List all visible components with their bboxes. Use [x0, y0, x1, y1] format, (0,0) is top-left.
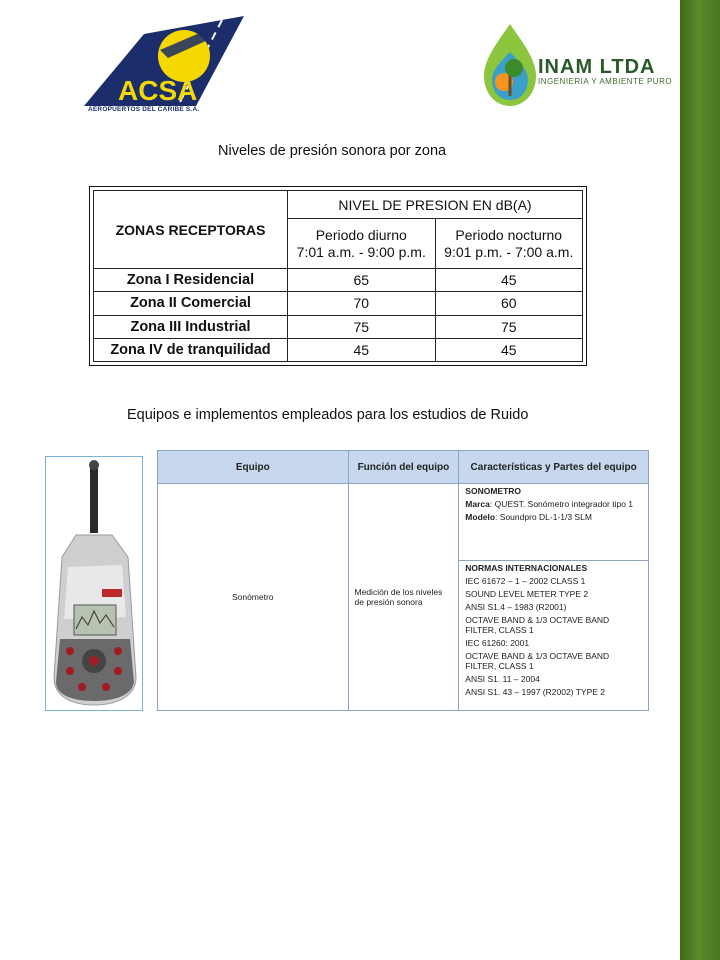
table-row [94, 338, 583, 361]
zone-name: Zona IV de tranquilidad [94, 338, 288, 361]
acsa-logo [84, 14, 248, 122]
noise-levels-caption: Niveles de presión sonora por zona [218, 143, 447, 159]
equipo-column-header: Equipo [158, 451, 349, 484]
table-row [94, 292, 583, 315]
day-level: 45 [288, 338, 436, 361]
night-level: 45 [435, 338, 583, 361]
norma-item: ANSI S1. 43 – 1997 (R2002) TYPE 2 [465, 687, 605, 697]
svg-text:ACSA: ACSA [118, 75, 198, 106]
sound-level-meter-image [46, 457, 143, 711]
night-level: 75 [435, 315, 583, 338]
acsa-logo-caption: AEROPUERTOS DEL CARIBE S.A. [88, 106, 200, 113]
norma-item: ANSI S1. 11 – 2004 [465, 674, 540, 684]
sonometro-section [459, 484, 648, 560]
night-level: 60 [435, 292, 583, 315]
inam-logo-subtitle: INGENIERIA Y AMBIENTE PURO [538, 77, 673, 86]
funcion-column-header: Función del equipo [348, 451, 459, 484]
table-row [94, 315, 583, 338]
inam-logo [480, 22, 672, 108]
zone-column-header: ZONAS RECEPTORAS [94, 191, 288, 269]
side-decoration-bar [680, 0, 720, 960]
equipment-table [157, 450, 649, 711]
noise-levels-table-frame [89, 186, 587, 366]
normas-title: NORMAS INTERNACIONALES [465, 563, 588, 573]
level-column-header: NIVEL DE PRESION EN dB(A) [288, 191, 583, 219]
equipment-characteristics [459, 484, 649, 711]
night-period-header: Periodo nocturno 9:01 p.m. - 7:00 a.m. [435, 219, 583, 269]
night-level: 45 [435, 269, 583, 292]
equipment-function: Medición de los niveles de presión sonora [348, 484, 459, 711]
inam-logo-name: INAM LTDA [538, 56, 656, 78]
zone-name: Zona I Residencial [94, 269, 288, 292]
norma-item: OCTAVE BAND & 1/3 OCTAVE BAND FILTER, CLASS 1 [465, 651, 610, 671]
equipment-caption: Equipos e implementos empleados para los estudios de Ruido [127, 407, 529, 423]
table-row [158, 484, 649, 711]
acsa-logo-graphic [84, 14, 248, 106]
day-level: 75 [288, 315, 436, 338]
modelo-value: : Soundpro DL-1-1/3 SLM [495, 512, 592, 522]
norma-item: ANSI S1.4 – 1983 (R2001) [465, 602, 567, 612]
table-row [94, 269, 583, 292]
day-level: 70 [288, 292, 436, 315]
caracteristicas-column-header: Características y Partes del equipo [459, 451, 649, 484]
day-level: 65 [288, 269, 436, 292]
norma-item: IEC 61260: 2001 [465, 638, 530, 648]
zone-name: Zona II Comercial [94, 292, 288, 315]
norma-item: OCTAVE BAND & 1/3 OCTAVE BAND FILTER, CLASS 1 [465, 615, 610, 635]
noise-levels-table [93, 190, 583, 362]
equipment-name: Sonómetro [158, 484, 349, 711]
modelo-label: Modelo [465, 512, 496, 522]
norma-item: SOUND LEVEL METER TYPE 2 [465, 589, 589, 599]
sound-level-meter-photo [45, 456, 143, 711]
sonometro-title: SONOMETRO [465, 486, 522, 496]
marca-label: Marca [465, 499, 490, 509]
normas-section [459, 560, 648, 702]
day-period-header: Periodo diurno 7:01 a.m. - 9:00 p.m. [288, 219, 436, 269]
norma-item: IEC 61672 – 1 – 2002 CLASS 1 [465, 576, 586, 586]
zone-name: Zona III Industrial [94, 315, 288, 338]
marca-value: : QUEST. Sonómetro integrador tipo 1 [489, 499, 634, 509]
leaf-drop-icon [480, 22, 540, 108]
